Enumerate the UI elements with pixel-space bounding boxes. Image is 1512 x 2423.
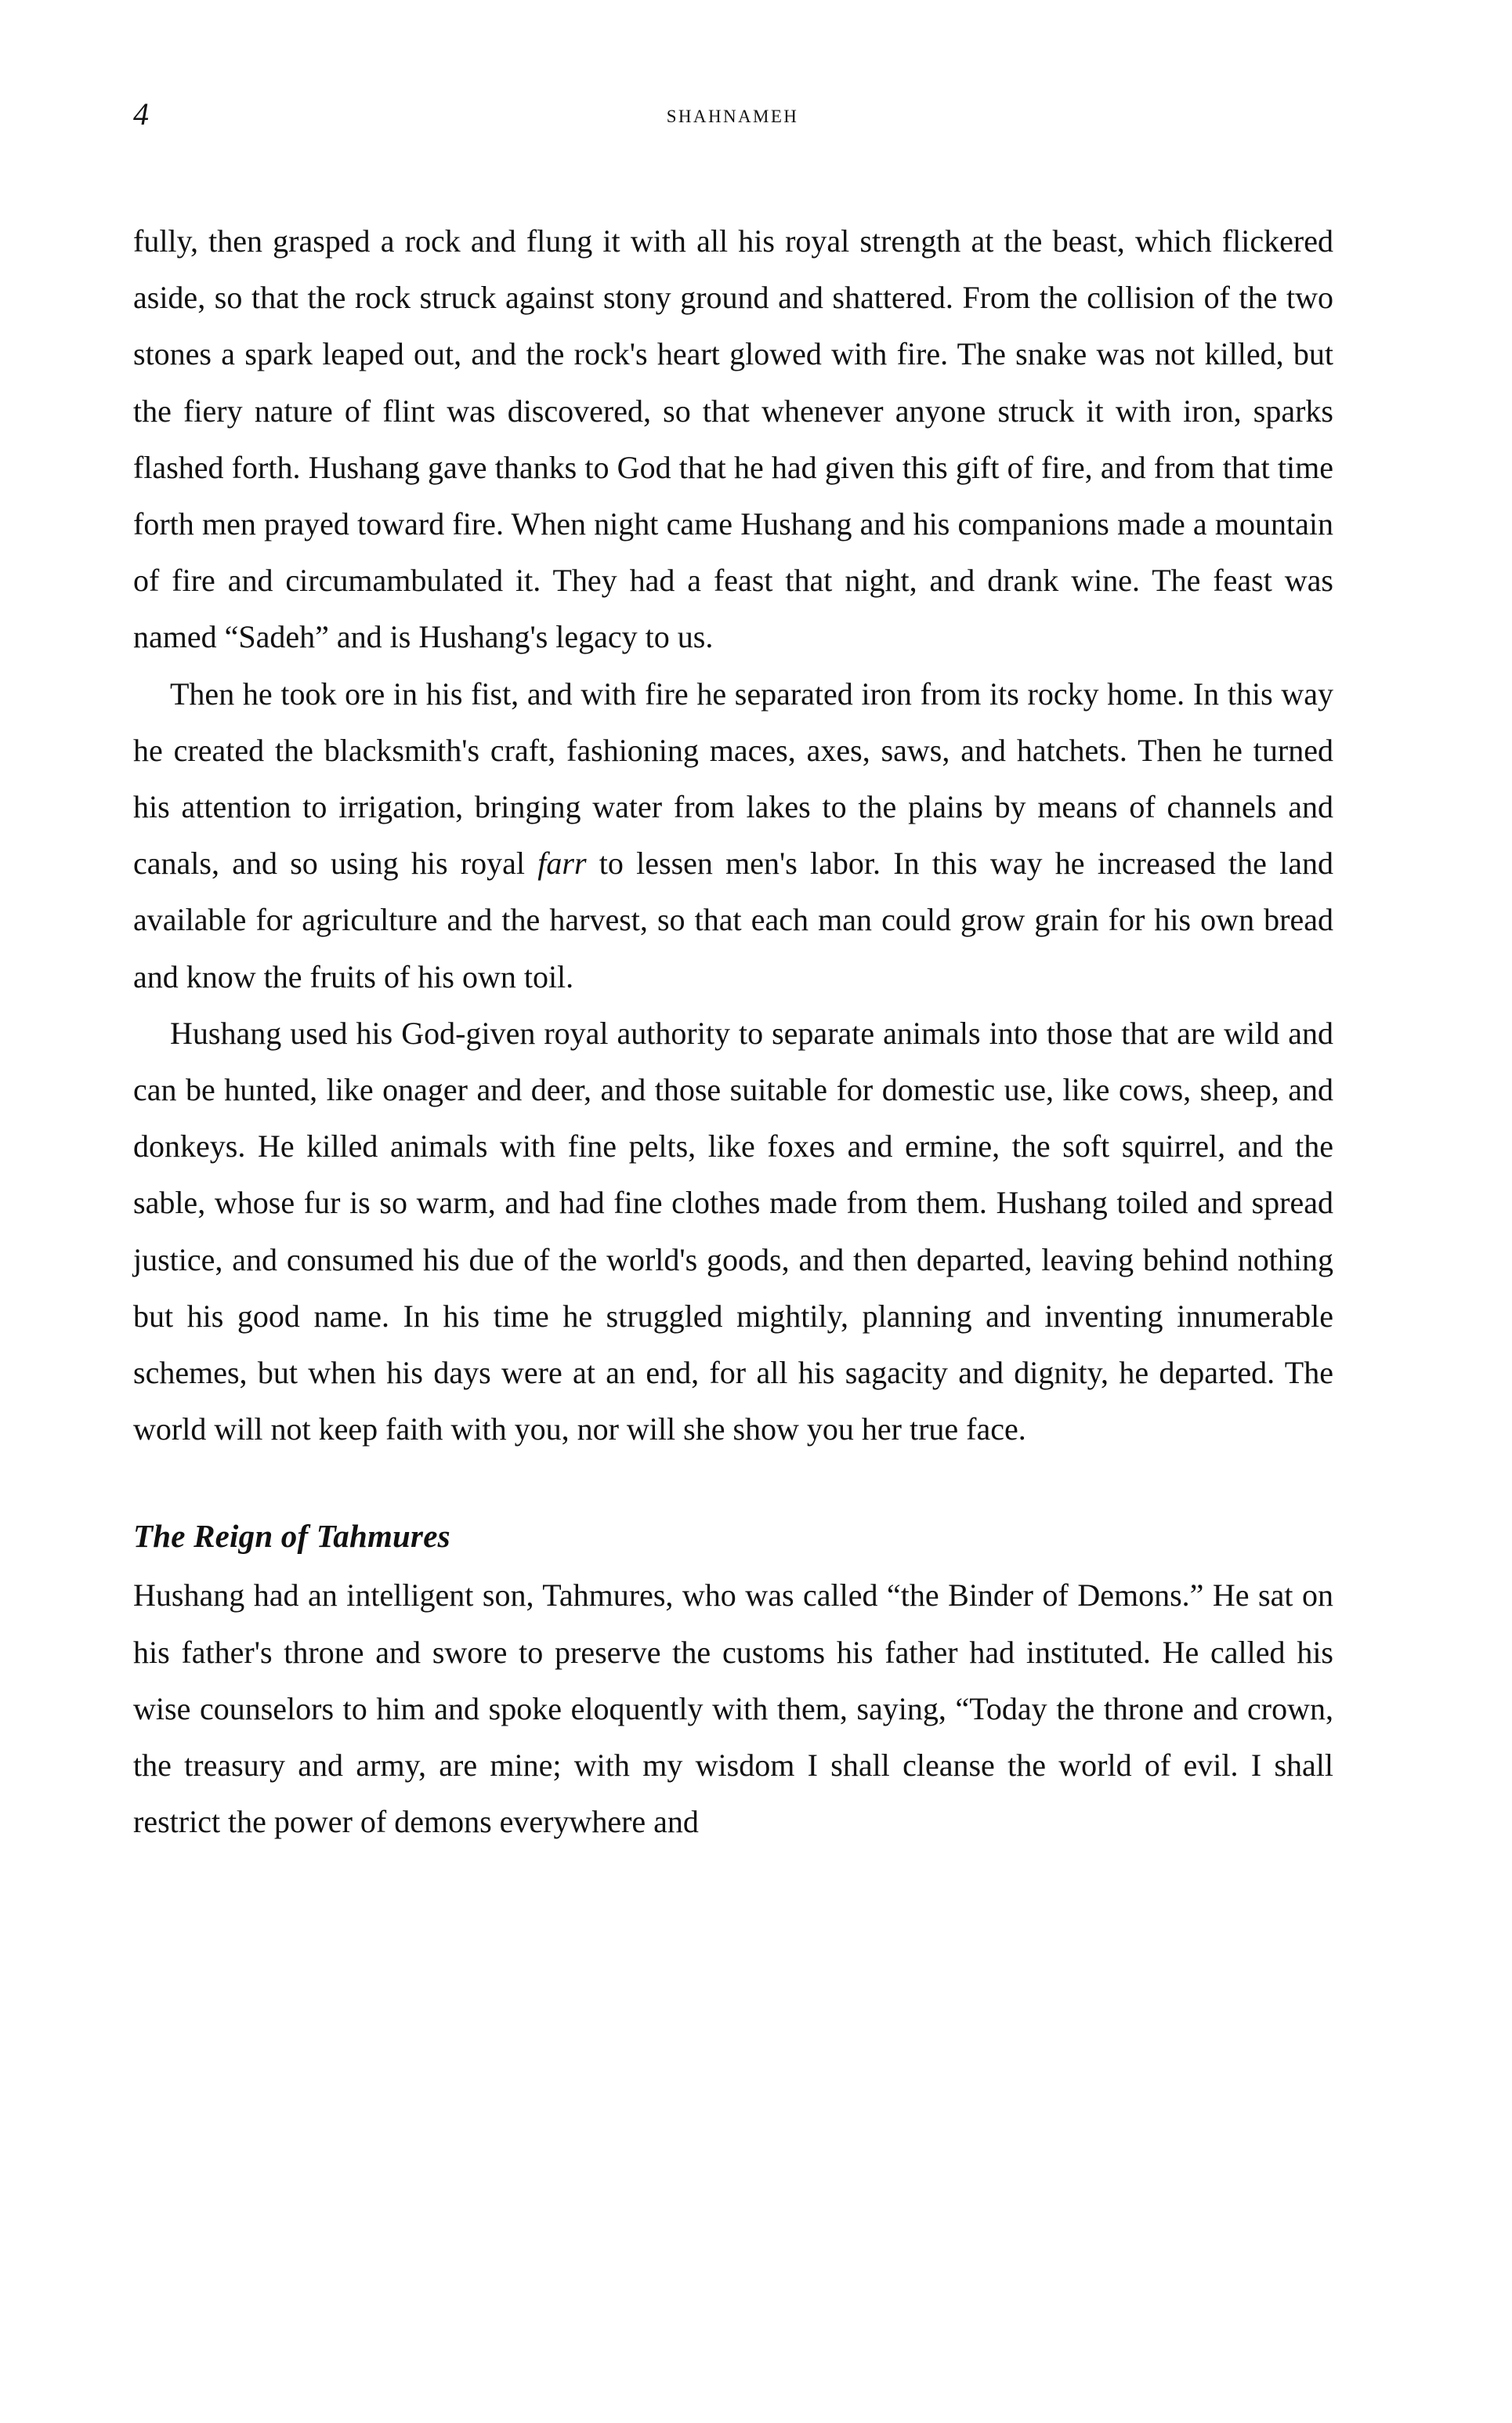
heading-spacer-above	[133, 1458, 1333, 1508]
paragraph-text-part-a: Then he took ore in his fist, and with fire he separated iron from its rocky home. In this way he created the blacksmith's craft, fashioning maces, axes, saws, and hatchets. Then he turned his attention to irrigation, bringing water from lakes to the plains by means of channels and canals, and so using his royal	[133, 675, 1333, 882]
paragraph-tahmures: Hushang had an intelligent son, Tahmures, who was called “the Binder of Demons.” He sat on his father's throne and swore to preserve the customs his father had instituted. He called his wise counselors to him and spoke eloquently with them, saying, “Today the throne and crown, the treasury and army, are mine; with my wisdom I shall cleanse the world of evil. I shall restrict the power of demons everywhere and	[133, 1577, 1333, 1840]
italic-term-farr: farr	[537, 846, 587, 882]
section-heading-reign-of-tahmures: The Reign of Tahmures	[133, 1518, 450, 1555]
paragraph-iron-and-irrigation	[133, 666, 1333, 1005]
book-title: shahnameh	[666, 100, 799, 129]
paragraph-continuation: fully, then grasped a rock and flung it with all his royal strength at the beast, which flickered aside, so that the rock struck against stony ground and shattered. From the collision of the two stones a spark leaped out, and the rock's heart glowed with fire. The snake was not killed, but the fiery nature of flint was discovered, so that whenever anyone struck it with iron, sparks flashed forth. Hushang gave thanks to God that he had given this gift of fire, and from that time forth men prayed toward fire. When night came Hushang and his companions made a mountain of fire and circumambulated it. They had a feast that night, and drank wine. The feast was named “Sadeh” and is Hushang's legacy to us.	[133, 223, 1333, 655]
paragraph-text-part-b: to lessen men's labor. In this way he increased the land available for agriculture and the harvest, so that each man could grow grain for his own bread and know the fruits of his own toil.	[133, 846, 1334, 994]
page-number: 4	[133, 96, 150, 132]
running-head	[133, 94, 1332, 141]
paragraph-animals: Hushang used his God-given royal authority to separate animals into those that are wild and can be hunted, like onager and deer, and those suitable for domestic use, like cows, sheep, and donkeys. He killed animals with fine pelts, like foxes and ermine, the soft squirrel, and the sable, whose fur is so warm, and had fine clothes made from them. Hushang toiled and spread justice, and consumed his due of the world's goods, and then departed, leaving behind nothing but his good name. In his time he struggled mightily, planning and inventing innumerable schemes, but when his days were at an end, for all his sagacity and dignity, he departed. The world will not keep faith with you, nor will she show you her true face.	[133, 1015, 1333, 1447]
text-block	[133, 213, 1333, 1850]
